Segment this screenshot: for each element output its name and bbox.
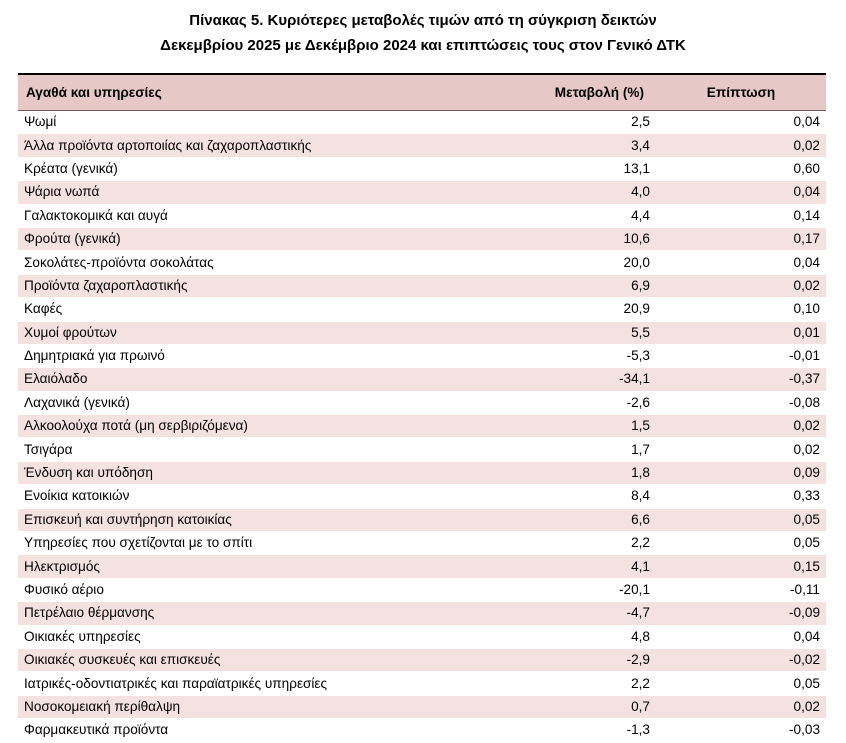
cell-item: Κρέατα (γενικά) [18, 157, 498, 180]
table-row [18, 274, 826, 297]
cell-item: Νοσοκομειακή περίθαλψη [18, 695, 498, 718]
table-row [18, 368, 826, 391]
cell-impact: -0,11 [656, 578, 826, 601]
cell-change: -2,6 [498, 391, 656, 414]
cell-change: 0,7 [498, 695, 656, 718]
cell-change: -34,1 [498, 368, 656, 391]
cell-change: 6,9 [498, 274, 656, 297]
header-row [18, 74, 826, 111]
cell-change: 5,5 [498, 321, 656, 344]
table-title [0, 8, 846, 58]
table-row [18, 532, 826, 555]
cell-item: Λαχανικά (γενικά) [18, 391, 498, 414]
cell-change: -4,7 [498, 602, 656, 625]
cell-impact: 0,33 [656, 485, 826, 508]
cell-change: 8,4 [498, 485, 656, 508]
header-item: Αγαθά και υπηρεσίες [18, 74, 498, 111]
table-row [18, 227, 826, 250]
cell-item: Τσιγάρα [18, 438, 498, 461]
table-row [18, 555, 826, 578]
table-row [18, 508, 826, 531]
cell-impact: 0,02 [656, 274, 826, 297]
cell-impact: -0,37 [656, 368, 826, 391]
cell-change: 4,4 [498, 204, 656, 227]
cell-impact: 0,05 [656, 508, 826, 531]
cell-change: 3,4 [498, 134, 656, 157]
table-header [18, 74, 826, 111]
table-row [18, 298, 826, 321]
table-row [18, 111, 826, 134]
header-change: Μεταβολή (%) [498, 74, 656, 111]
cell-impact: 0,01 [656, 321, 826, 344]
cell-impact: 0,04 [656, 111, 826, 134]
cell-change: 1,7 [498, 438, 656, 461]
table-row [18, 391, 826, 414]
table-row [18, 602, 826, 625]
cell-item: Γαλακτοκομικά και αυγά [18, 204, 498, 227]
cell-change: 20,0 [498, 251, 656, 274]
cell-change: 6,6 [498, 508, 656, 531]
cell-change: 2,5 [498, 111, 656, 134]
cell-item: Ιατρικές-οδοντιατρικές και παραϊατρικές υπηρεσίες [18, 672, 498, 695]
table-title-line-2: Δεκεμβρίου 2025 με Δεκέμβριο 2024 και επιπτώσεις τους στον Γενικό ΔΤΚ [160, 37, 686, 54]
cell-item: Οικιακές υπηρεσίες [18, 625, 498, 648]
table-row [18, 625, 826, 648]
cell-item: Καφές [18, 298, 498, 321]
table-row [18, 648, 826, 671]
cell-item: Φρούτα (γενικά) [18, 227, 498, 250]
cell-item: Ψωμί [18, 111, 498, 134]
table-row [18, 344, 826, 367]
cell-change: 2,2 [498, 532, 656, 555]
cell-impact: 0,04 [656, 181, 826, 204]
cell-impact: 0,60 [656, 157, 826, 180]
table-row [18, 181, 826, 204]
cell-change: -5,3 [498, 344, 656, 367]
cell-impact: 0,02 [656, 134, 826, 157]
cell-item: Προϊόντα ζαχαροπλαστικής [18, 274, 498, 297]
cell-change: 10,6 [498, 227, 656, 250]
cell-item: Σοκολάτες-προϊόντα σοκολάτας [18, 251, 498, 274]
cell-item: Ενοίκια κατοικιών [18, 485, 498, 508]
cell-change: 4,8 [498, 625, 656, 648]
table-row [18, 695, 826, 718]
cell-item: Φαρμακευτικά προϊόντα [18, 719, 498, 742]
cell-change: 1,5 [498, 415, 656, 438]
cell-impact: 0,02 [656, 438, 826, 461]
cell-impact: 0,04 [656, 625, 826, 648]
cell-impact: -0,03 [656, 719, 826, 742]
table-row [18, 204, 826, 227]
cell-change: 20,9 [498, 298, 656, 321]
table-row [18, 438, 826, 461]
table-row [18, 485, 826, 508]
table-row [18, 321, 826, 344]
cell-item: Επισκευή και συντήρηση κατοικίας [18, 508, 498, 531]
cell-impact: 0,14 [656, 204, 826, 227]
cell-item: Υπηρεσίες που σχετίζονται με το σπίτι [18, 532, 498, 555]
table-body [18, 111, 826, 743]
table-row [18, 251, 826, 274]
table-row [18, 415, 826, 438]
cell-change: 13,1 [498, 157, 656, 180]
cell-impact: 0,15 [656, 555, 826, 578]
cell-impact: -0,01 [656, 344, 826, 367]
table-row [18, 578, 826, 601]
cell-change: 4,0 [498, 181, 656, 204]
cell-change: -20,1 [498, 578, 656, 601]
table-row [18, 134, 826, 157]
cell-impact: 0,05 [656, 672, 826, 695]
cell-impact: 0,09 [656, 461, 826, 484]
price-changes-table [18, 73, 826, 743]
cell-impact: 0,05 [656, 532, 826, 555]
cell-impact: 0,17 [656, 227, 826, 250]
table-row [18, 719, 826, 742]
table-title-line-1: Πίνακας 5. Κυριότερες μεταβολές τιμών από τη σύγκριση δεικτών [189, 12, 657, 29]
table-row [18, 157, 826, 180]
cell-item: Δημητριακά για πρωινό [18, 344, 498, 367]
cell-impact: -0,02 [656, 648, 826, 671]
cell-impact: 0,02 [656, 695, 826, 718]
cell-item: Οικιακές συσκευές και επισκευές [18, 648, 498, 671]
cell-item: Φυσικό αέριο [18, 578, 498, 601]
cell-impact: -0,08 [656, 391, 826, 414]
table-row [18, 672, 826, 695]
cell-item: Πετρέλαιο θέρμανσης [18, 602, 498, 625]
cell-item: Αλκοολούχα ποτά (μη σερβιριζόμενα) [18, 415, 498, 438]
cell-item: Ένδυση και υπόδηση [18, 461, 498, 484]
cell-change: 4,1 [498, 555, 656, 578]
cell-item: Ελαιόλαδο [18, 368, 498, 391]
cell-change: 2,2 [498, 672, 656, 695]
cell-change: 1,8 [498, 461, 656, 484]
cell-item: Χυμοί φρούτων [18, 321, 498, 344]
cell-item: Άλλα προϊόντα αρτοποιίας και ζαχαροπλαστικής [18, 134, 498, 157]
cell-change: -2,9 [498, 648, 656, 671]
cell-change: -1,3 [498, 719, 656, 742]
header-impact: Επίπτωση [656, 74, 826, 111]
cell-impact: 0,10 [656, 298, 826, 321]
cell-impact: 0,02 [656, 415, 826, 438]
table-row [18, 461, 826, 484]
cell-item: Ηλεκτρισμός [18, 555, 498, 578]
cell-impact: -0,09 [656, 602, 826, 625]
cell-impact: 0,04 [656, 251, 826, 274]
cell-item: Ψάρια νωπά [18, 181, 498, 204]
